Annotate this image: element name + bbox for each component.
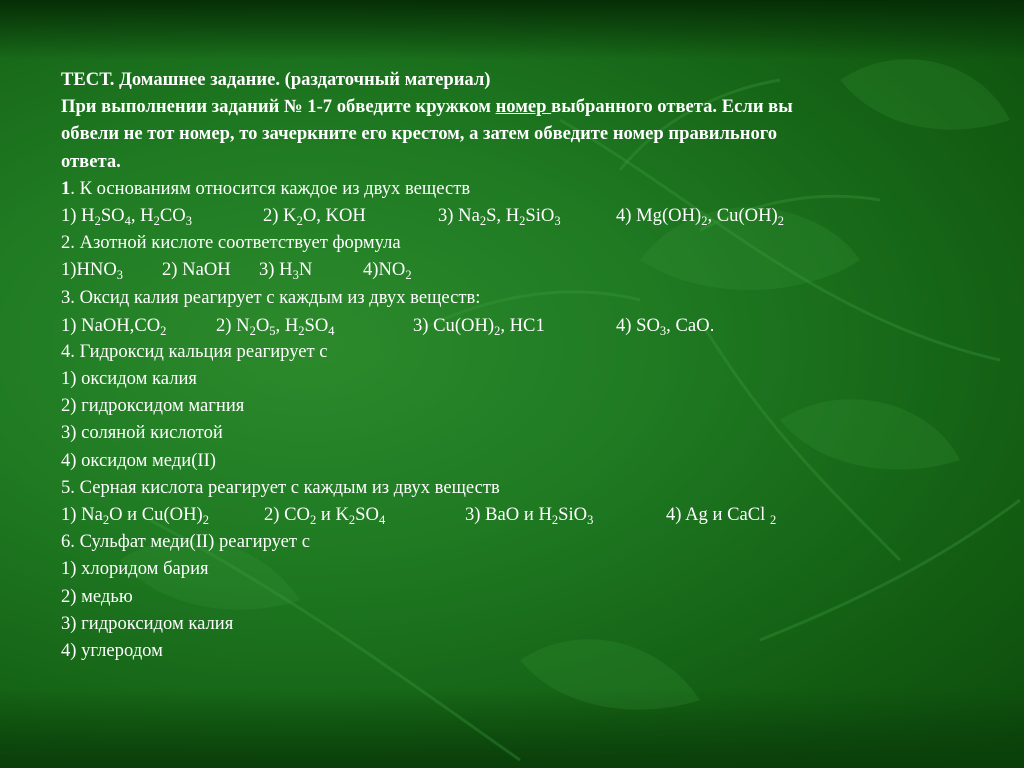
instructions-line-2: обвели не тот номер, то зачеркните его крестом, а затем обведите номер правильного [61,123,778,145]
question-3-options [61,311,961,338]
question-2-option-3[interactable]: 3) $H_3N$ [259,259,313,283]
question-1-option-4[interactable]: 4) $Mg(OH)_2$, $Cu(OH)_2$ [616,204,784,228]
question-5-option-2[interactable]: 2) $CO_2$ и $K_2SO_4$ [264,504,386,527]
question-4-option-3[interactable]: 3) соляной кислотой [61,422,223,444]
question-6-text: 6. Сульфат меди(II) реагирует с [61,531,310,553]
question-4-text: 4. Гидроксид кальция реагирует с [61,340,328,362]
question-3-option-1[interactable]: 1) $NaOH,CO_2$ [61,314,167,338]
question-6-option-2[interactable]: 2) медью [61,585,133,607]
question-2-text: 2. Азотной кислоте соответствует формула [61,232,401,254]
question-3-text: 3. Оксид калия реагирует с каждым из двух веществ: [61,286,481,308]
underlined-word: номер [495,96,552,118]
test-title: ТЕСТ. Домашнее задание. (раздаточный материал) [61,69,491,90]
question-2-options [61,256,961,283]
question-1-text: 1. К основаниям относится каждое из двух веществ [61,177,471,199]
question-5-text: 5. Серная кислота реагирует с каждым из двух веществ [61,476,500,498]
question-5-option-1[interactable]: 1) $Na_2O$ и $Cu(OH)_2$ [61,504,209,527]
question-6-option-3[interactable]: 3) гидроксидом калия [61,612,234,634]
question-1-options [61,202,961,229]
question-3-option-4[interactable]: 4) $SO_3$, CaO. [616,313,715,338]
question-1-option-3[interactable]: 3) $Na_2S$, $H_2SiO_3$ [438,204,561,228]
question-4-option-4[interactable]: 4) оксидом меди(II) [61,449,216,471]
question-5-option-3[interactable]: 3) BaO и $H_2SiO_3$ [465,504,594,527]
question-6-option-4[interactable]: 4) углеродом [61,639,163,661]
instructions-line-1: При выполнении заданий № 1-7 обведите кружком номер выбранного ответа. Если вы [61,96,793,118]
question-3-option-3[interactable]: 3) $Cu(OH)_2$, HC1 [413,314,545,338]
question-2-option-4[interactable]: $4)NO_2$ [363,259,412,283]
question-2-option-1[interactable]: $1)HNO_3$ [61,259,124,283]
question-1-option-1[interactable]: 1) $H_2SO_4$, $H_2CO_3$ [61,204,192,228]
question-5-option-4[interactable]: 4) Ag и CaCl $_2$ [666,504,777,527]
question-6-option-1[interactable]: 1) хлоридом бария [61,558,209,580]
question-1-option-2[interactable]: 2) $K_2O$, KOH [263,204,366,228]
question-3-option-2[interactable]: 2) $N_2O_5$, $H_2SO_4$ [216,314,335,338]
question-5-options [61,501,961,528]
question-4-option-1[interactable]: 1) оксидом калия [61,368,197,390]
question-4-option-2[interactable]: 2) гидроксидом магния [61,395,245,417]
test-content [61,66,961,664]
question-2-option-2[interactable]: 2) NaOH [162,259,231,281]
instructions-line-3: ответа. [61,150,121,172]
